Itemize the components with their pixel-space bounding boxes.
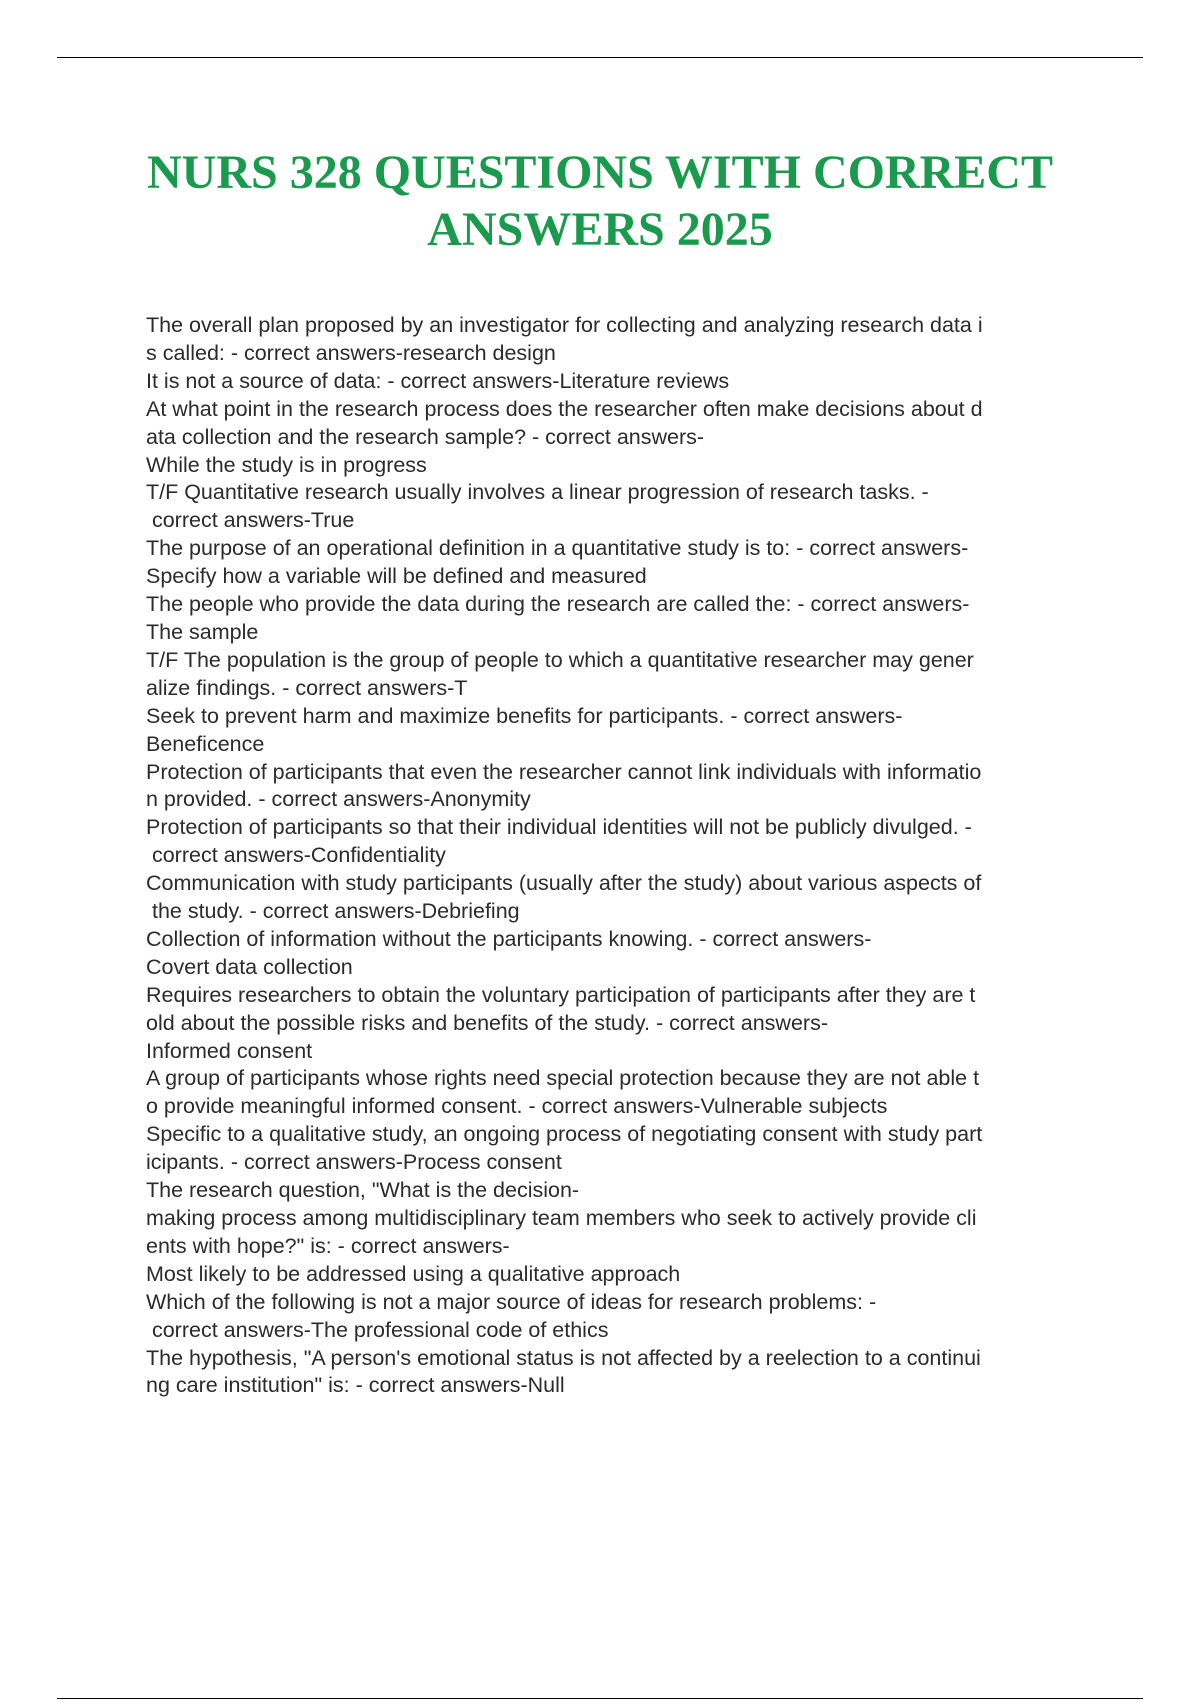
text-line: Collection of information without the participants knowing. - correct answers- (146, 926, 872, 951)
text-line: Requires researchers to obtain the voluntary participation of participants after they are t (146, 982, 976, 1007)
text-line: A group of participants whose rights need special protection because they are not able t (146, 1066, 980, 1091)
text-line: T/F The population is the group of people to which a quantitative researcher may gener (146, 647, 974, 672)
text-line: While the study is in progress (146, 452, 427, 477)
text-line: T/F Quantitative research usually involves a linear progression of research tasks. - (146, 480, 929, 505)
text-line: ng care institution" is: - correct answers-Null (146, 1373, 565, 1398)
text-line: Protection of participants that even the researcher cannot link individuals with informatio (146, 759, 982, 784)
text-line: alize findings. - correct answers-T (146, 675, 468, 700)
text-line: The purpose of an operational definition in a quantitative study is to: - correct answers- (146, 536, 969, 561)
text-line: Communication with study participants (usually after the study) about various aspects of (146, 871, 982, 896)
text-line: Seek to prevent harm and maximize benefits for participants. - correct answers- (146, 703, 903, 728)
text-line: Most likely to be addressed using a qualitative approach (146, 1261, 681, 1286)
text-line: Protection of participants so that their individual identities will not be publicly divulged. - (146, 815, 972, 840)
document-body (146, 312, 1096, 1400)
text-line: n provided. - correct answers-Anonymity (146, 787, 531, 812)
page-title (100, 144, 1100, 258)
text-line: At what point in the research process does the researcher often make decisions about d (146, 396, 983, 421)
text-line: Specific to a qualitative study, an ongoing process of negotiating consent with study part (146, 1122, 983, 1147)
text-line: Beneficence (146, 731, 265, 756)
text-line: The hypothesis, "A person's emotional status is not affected by a reelection to a continui (146, 1345, 981, 1370)
title-line: ANSWERS 2025 (427, 203, 773, 256)
text-line: Specify how a variable will be defined and measured (146, 564, 647, 589)
text-line: correct answers-The professional code of ethics (146, 1317, 609, 1342)
text-line: making process among multidisciplinary team members who seek to actively provide cli (146, 1206, 977, 1230)
text-line: Informed consent (146, 1038, 313, 1063)
top-rule (57, 57, 1143, 58)
text-line: correct answers-Confidentiality (146, 843, 446, 868)
text-line: the study. - correct answers-Debriefing (146, 899, 520, 924)
text-line: The overall plan proposed by an investigator for collecting and analyzing research data i (146, 313, 983, 337)
text-line: icipants. - correct answers-Process consent (146, 1150, 562, 1175)
text-line: correct answers-True (146, 508, 355, 533)
text-line: Covert data collection (146, 954, 353, 979)
text-line: o provide meaningful informed consent. - correct answers-Vulnerable subjects (146, 1094, 888, 1119)
text-line: It is not a source of data: - correct answers-Literature reviews (146, 368, 730, 393)
text-line: ata collection and the research sample? - correct answers- (146, 424, 705, 449)
bottom-rule (57, 1698, 1143, 1699)
text-line: old about the possible risks and benefits of the study. - correct answers- (146, 1010, 828, 1035)
text-line: The sample (146, 619, 259, 644)
text-line: The people who provide the data during the research are called the: - correct answers- (146, 592, 970, 617)
text-line: Which of the following is not a major source of ideas for research problems: - (146, 1289, 877, 1314)
text-line: ents with hope?" is: - correct answers- (146, 1233, 510, 1258)
title-line: NURS 328 QUESTIONS WITH CORRECT (147, 146, 1053, 199)
text-line: s called: - correct answers-research design (146, 340, 556, 365)
text-line: The research question, "What is the decision- (146, 1178, 580, 1203)
